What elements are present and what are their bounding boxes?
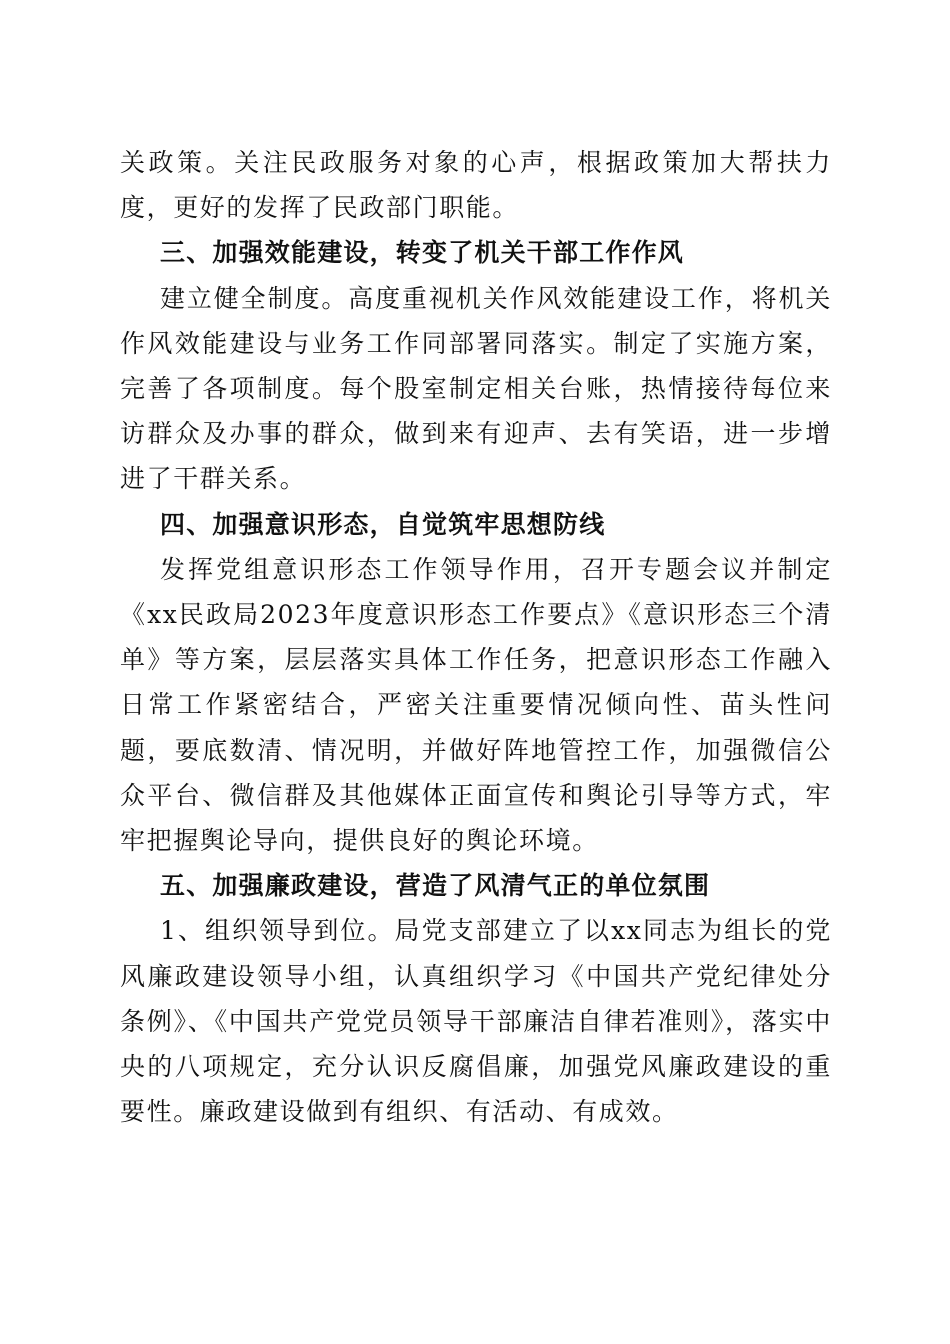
paragraph-integrity: 1、组织领导到位。局党支部建立了以xx同志为组长的党风廉政建设领导小组，认真组织学习《中国共产党纪律处分条例》、《中国共产党党员领导干部廉洁自律若准则》，落实中央的八项规定，充分认识反腐倡廉，加强党风廉政建设的重要性。廉政建设做到有组织、有活动、有成效。 (120, 916, 832, 1127)
document-body (120, 140, 832, 1134)
section-heading-efficiency: 三、加强效能建设，转变了机关干部工作作风 (160, 238, 685, 268)
section-heading-ideology: 四、加强意识形态，自觉筑牢思想防线 (160, 509, 606, 539)
paragraph-efficiency: 建立健全制度。高度重视机关作风效能建设工作，将机关作风效能建设与业务工作同部署同落实。制定了实施方案，完善了各项制度。每个股室制定相关台账，热情接待每位来访群众及办事的群众，做到来有迎声、去有笑语，进一步增进了干群关系。 (120, 283, 832, 494)
paragraph-ideology: 发挥党组意识形态工作领导作用，召开专题会议并制定《xx民政局2023年度意识形态工作要点》《意识形态三个清单》等方案，层层落实具体工作任务，把意识形态工作融入日常工作紧密结合，严密关注重要情况倾向性、苗头性问题，要底数清、情况明，并做好阵地管控工作，加强微信公众平台、微信群及其他媒体正面宣传和舆论引导等方式，牢牢把握舆论导向，提供良好的舆论环境。 (120, 554, 832, 856)
section-heading-integrity: 五、加强廉政建设，营造了风清气正的单位氛围 (160, 871, 711, 901)
paragraph-policy-continuation: 关政策。关注民政服务对象的心声，根据政策加大帮扶力度，更好的发挥了民政部门职能。 (120, 148, 832, 223)
